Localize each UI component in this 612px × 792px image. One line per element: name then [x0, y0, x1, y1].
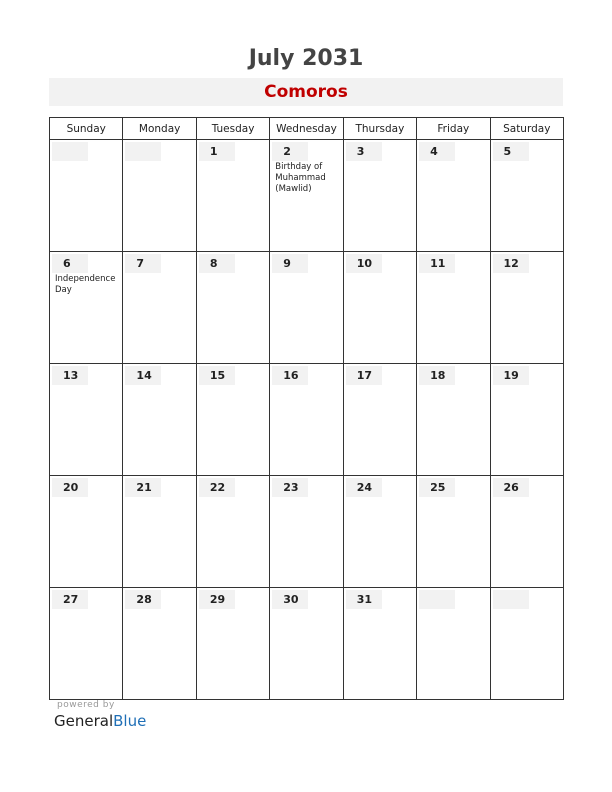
day-number: 5	[493, 142, 529, 161]
day-number: 6	[52, 254, 88, 273]
day-cell	[417, 364, 490, 476]
weekday-header: Monday	[123, 118, 196, 140]
brand-blue: Blue	[113, 712, 147, 730]
day-cell	[50, 364, 123, 476]
country-banner	[49, 78, 563, 106]
day-number: 21	[125, 478, 161, 497]
day-number: 11	[419, 254, 455, 273]
day-number: 26	[493, 478, 529, 497]
week-row	[50, 252, 564, 364]
weekday-header: Saturday	[490, 118, 563, 140]
day-cell	[50, 252, 123, 364]
day-cell	[417, 588, 490, 700]
day-number: 17	[346, 366, 382, 385]
weekday-header: Sunday	[50, 118, 123, 140]
day-number: 19	[493, 366, 529, 385]
weekday-header: Tuesday	[196, 118, 269, 140]
day-number: 2	[272, 142, 308, 161]
page-title: July 2031	[248, 46, 364, 71]
day-cell	[343, 476, 416, 588]
holiday-label: Independence Day	[55, 274, 116, 295]
day-cell	[50, 476, 123, 588]
day-number: 14	[125, 366, 161, 385]
day-cell	[270, 476, 343, 588]
day-cell	[270, 252, 343, 364]
day-number: 25	[419, 478, 455, 497]
day-number: 8	[199, 254, 235, 273]
day-cell	[490, 364, 563, 476]
week-row	[50, 588, 564, 700]
day-cell	[270, 140, 343, 252]
day-cell	[490, 140, 563, 252]
brand-logo[interactable]	[54, 712, 146, 730]
day-number	[419, 590, 455, 609]
day-number: 9	[272, 254, 308, 273]
day-cell	[196, 588, 269, 700]
day-number: 15	[199, 366, 235, 385]
day-cell	[123, 476, 196, 588]
day-number	[52, 142, 88, 161]
day-cell	[123, 140, 196, 252]
day-cell	[490, 476, 563, 588]
powered-by-text: powered by	[57, 700, 115, 710]
country-name: Comoros	[264, 82, 348, 102]
weekday-header: Wednesday	[270, 118, 343, 140]
day-number: 12	[493, 254, 529, 273]
weekday-header: Thursday	[343, 118, 416, 140]
holiday-label: Birthday of Muhammad (Mawlid)	[275, 162, 326, 194]
day-number: 18	[419, 366, 455, 385]
day-number: 24	[346, 478, 382, 497]
day-number: 4	[419, 142, 455, 161]
day-cell	[270, 588, 343, 700]
day-number	[125, 142, 161, 161]
day-cell	[50, 140, 123, 252]
day-cell	[123, 364, 196, 476]
day-number: 20	[52, 478, 88, 497]
day-number: 16	[272, 366, 308, 385]
weekday-header-row	[50, 118, 564, 140]
day-number: 23	[272, 478, 308, 497]
day-number: 3	[346, 142, 382, 161]
weekday-header: Friday	[417, 118, 490, 140]
day-number: 1	[199, 142, 235, 161]
day-cell	[343, 252, 416, 364]
day-number: 28	[125, 590, 161, 609]
day-cell	[490, 252, 563, 364]
day-number: 22	[199, 478, 235, 497]
day-number: 13	[52, 366, 88, 385]
day-cell	[490, 588, 563, 700]
calendar-grid	[49, 117, 564, 700]
day-cell	[417, 476, 490, 588]
day-cell	[196, 140, 269, 252]
day-cell	[343, 140, 416, 252]
brand-general: General	[54, 712, 114, 730]
day-number: 31	[346, 590, 382, 609]
day-number: 10	[346, 254, 382, 273]
day-cell	[417, 140, 490, 252]
day-number: 29	[199, 590, 235, 609]
week-row	[50, 140, 564, 252]
day-cell	[196, 476, 269, 588]
day-cell	[123, 588, 196, 700]
day-number: 7	[125, 254, 161, 273]
day-cell	[123, 252, 196, 364]
day-cell	[417, 252, 490, 364]
day-number	[493, 590, 529, 609]
day-cell	[196, 252, 269, 364]
day-cell	[50, 588, 123, 700]
day-cell	[270, 364, 343, 476]
day-number: 30	[272, 590, 308, 609]
week-row	[50, 364, 564, 476]
day-cell	[343, 364, 416, 476]
day-cell	[196, 364, 269, 476]
week-row	[50, 476, 564, 588]
day-number: 27	[52, 590, 88, 609]
day-cell	[343, 588, 416, 700]
